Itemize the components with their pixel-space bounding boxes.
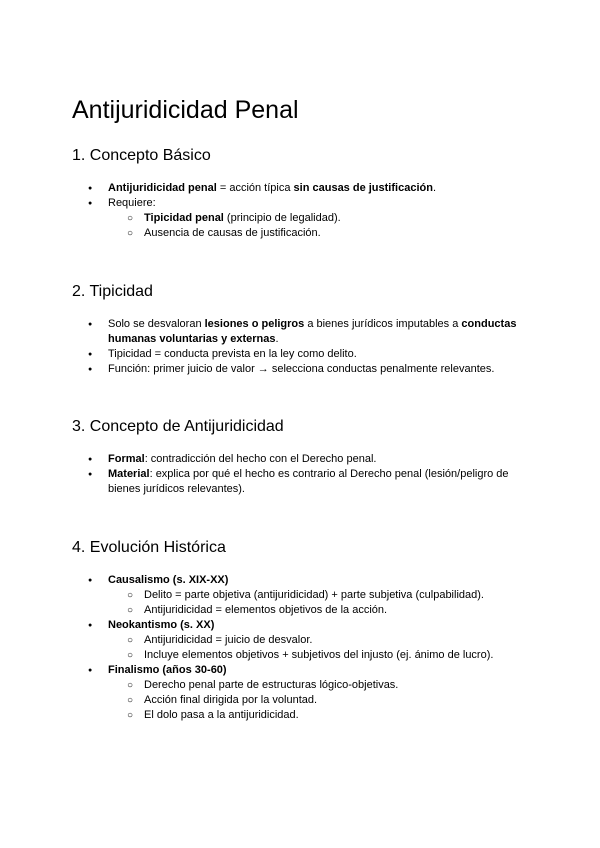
list-item: ○ Derecho penal parte de estructuras lógico-objetivas.	[72, 678, 542, 693]
section-heading: 1. Concepto Básico	[72, 147, 211, 164]
list-item: ● Requiere:	[72, 196, 542, 211]
list-item: ● Solo se desvaloran lesiones o peligros a bienes jurídicos imputables a conductas humanas voluntarias y externas.	[72, 317, 542, 347]
section-heading: 2. Tipicidad	[72, 283, 153, 300]
list-item: ● Función: primer juicio de valor → selecciona conductas penalmente relevantes.	[72, 362, 542, 377]
list-item: ○ Incluye elementos objetivos + subjetivos del injusto (ej. ánimo de lucro).	[72, 648, 542, 663]
list-item: ● Material: explica por qué el hecho es contrario al Derecho penal (lesión/peligro de bienes jurídicos relevantes).	[72, 467, 542, 497]
bullet-list	[72, 452, 542, 497]
list-item: ○ El dolo pasa a la antijuridicidad.	[72, 708, 542, 723]
section-heading: 3. Concepto de Antijuridicidad	[72, 418, 284, 435]
section-concepto-antijuridicidad	[72, 417, 542, 497]
list-item: ● Formal: contradicción del hecho con el Derecho penal.	[72, 452, 542, 467]
list-item: ● Neokantismo (s. XX)	[72, 618, 542, 633]
bullet-list	[72, 317, 542, 377]
list-item: ● Tipicidad = conducta prevista en la ley como delito.	[72, 347, 542, 362]
list-item: ○ Ausencia de causas de justificación.	[72, 226, 542, 241]
section-tipicidad	[72, 282, 542, 377]
list-item: ○ Antijuridicidad = juicio de desvalor.	[72, 633, 542, 648]
list-item: ○ Tipicidad penal (principio de legalidad).	[72, 211, 542, 226]
section-concepto-basico	[72, 146, 542, 241]
list-item: ○ Delito = parte objetiva (antijuridicidad) + parte subjetiva (culpabilidad).	[72, 588, 542, 603]
bullet-list	[72, 181, 542, 241]
list-item: ○ Antijuridicidad = elementos objetivos de la acción.	[72, 603, 542, 618]
list-item: ● Antijuridicidad penal = acción típica sin causas de justificación.	[72, 181, 542, 196]
section-evolucion-historica	[72, 538, 542, 723]
bullet-list	[72, 573, 542, 723]
list-item: ● Causalismo (s. XIX-XX)	[72, 573, 542, 588]
document-title: Antijuridicidad Penal	[72, 96, 299, 124]
list-item: ● Finalismo (años 30-60)	[72, 663, 542, 678]
list-item: ○ Acción final dirigida por la voluntad.	[72, 693, 542, 708]
section-heading: 4. Evolución Histórica	[72, 539, 226, 556]
